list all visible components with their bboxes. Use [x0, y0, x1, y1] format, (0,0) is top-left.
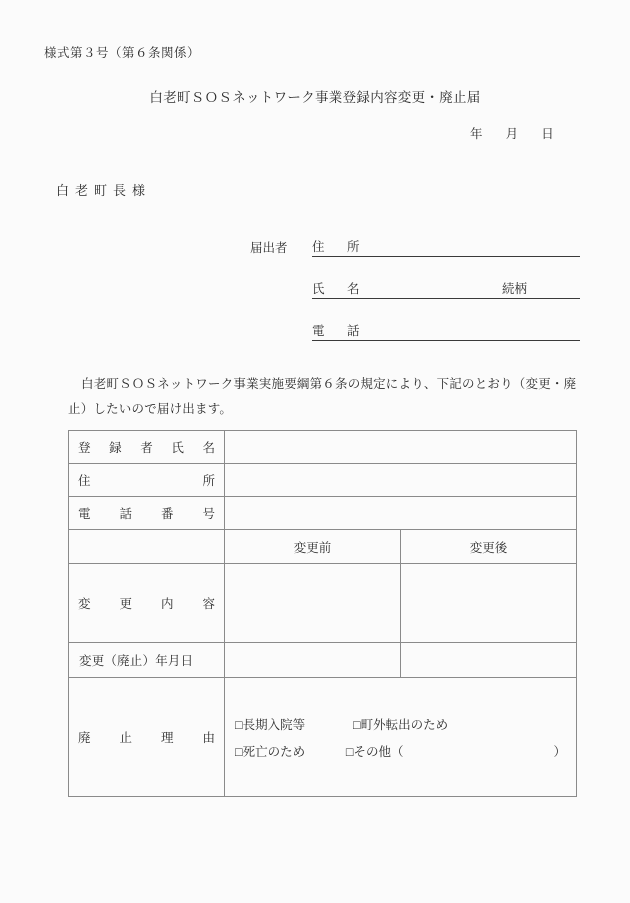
- label-phone: 電話番号: [69, 497, 225, 530]
- form-number: 様式第３号（第６条関係）: [44, 46, 201, 60]
- label-change-date: 変更（廃止）年月日: [69, 643, 225, 678]
- date-line: [470, 124, 554, 142]
- checkbox-label-deceased: 死亡のため: [242, 744, 306, 759]
- other-reason-close-paren: ）: [553, 744, 566, 759]
- phone-underline[interactable]: [312, 320, 580, 341]
- header-before-change: 変更前: [225, 530, 401, 564]
- name-underline[interactable]: [312, 278, 580, 299]
- checkbox-label-long-hospitalization: 長期入院等: [242, 717, 306, 732]
- table-row-registrant-name: [69, 431, 577, 464]
- checkbox-label-moved-out-of-town: 町外転出のため: [360, 717, 449, 732]
- table-row-change-header: [69, 530, 577, 564]
- table-row-change-date: [69, 643, 577, 678]
- checkbox-icon: □: [353, 717, 361, 732]
- document-title: 白老町ＳＯＳネットワーク事業登録内容変更・廃止届: [149, 90, 481, 105]
- abolition-reason-options: [225, 678, 577, 797]
- checkbox-icon: □: [345, 744, 354, 759]
- checkbox-long-hospitalization[interactable]: [235, 715, 353, 733]
- table-row-address: [69, 464, 577, 497]
- submitter-row-name: [250, 278, 580, 320]
- table-row-change-content: [69, 564, 577, 643]
- body-paragraph: 白老町ＳＯＳネットワーク事業実施要綱第６条の規定により、下記のとおり（変更・廃止）したいので届け出ます。: [68, 377, 577, 416]
- value-address[interactable]: [225, 464, 577, 497]
- value-change-before[interactable]: [225, 564, 401, 643]
- checkbox-icon: □: [235, 744, 243, 759]
- label-registrant-name: 登録者氏名: [69, 431, 225, 464]
- value-change-date-after[interactable]: [401, 643, 577, 678]
- label-change-spacer: [69, 530, 225, 564]
- checkbox-label-other: その他（: [353, 744, 404, 759]
- checkbox-other[interactable]: [346, 742, 566, 760]
- date-day: 日: [541, 127, 554, 141]
- name-label: 氏 名: [312, 282, 365, 296]
- reason-row-1: [235, 715, 566, 733]
- date-year: 年: [470, 127, 483, 141]
- relation-label: 続柄: [502, 282, 528, 296]
- checkbox-icon: □: [235, 717, 243, 732]
- label-change-content: 変更内容: [69, 564, 225, 643]
- address-underline[interactable]: [312, 236, 580, 257]
- label-abolition-reason: 廃止理由: [69, 678, 225, 797]
- addressee: 白老町長様: [56, 183, 152, 198]
- date-month: 月: [505, 127, 519, 141]
- registration-change-table: [68, 430, 577, 797]
- submitter-row-address: [250, 236, 580, 278]
- submitter-tag: 届出者: [250, 241, 288, 255]
- checkbox-deceased[interactable]: [235, 742, 346, 760]
- address-label: 住 所: [312, 240, 365, 254]
- submitter-block: [250, 236, 580, 362]
- checkbox-moved-out-of-town[interactable]: [353, 715, 566, 733]
- table-row-phone: [69, 497, 577, 530]
- submitter-row-phone: [250, 320, 580, 362]
- phone-label: 電 話: [312, 324, 365, 338]
- value-registrant-name[interactable]: [225, 431, 577, 464]
- label-address: 住所: [69, 464, 225, 497]
- value-change-date-before[interactable]: [225, 643, 401, 678]
- table-row-abolition-reason: [69, 678, 577, 797]
- header-after-change: 変更後: [401, 530, 577, 564]
- value-change-after[interactable]: [401, 564, 577, 643]
- value-phone[interactable]: [225, 497, 577, 530]
- reason-row-2: [235, 742, 566, 760]
